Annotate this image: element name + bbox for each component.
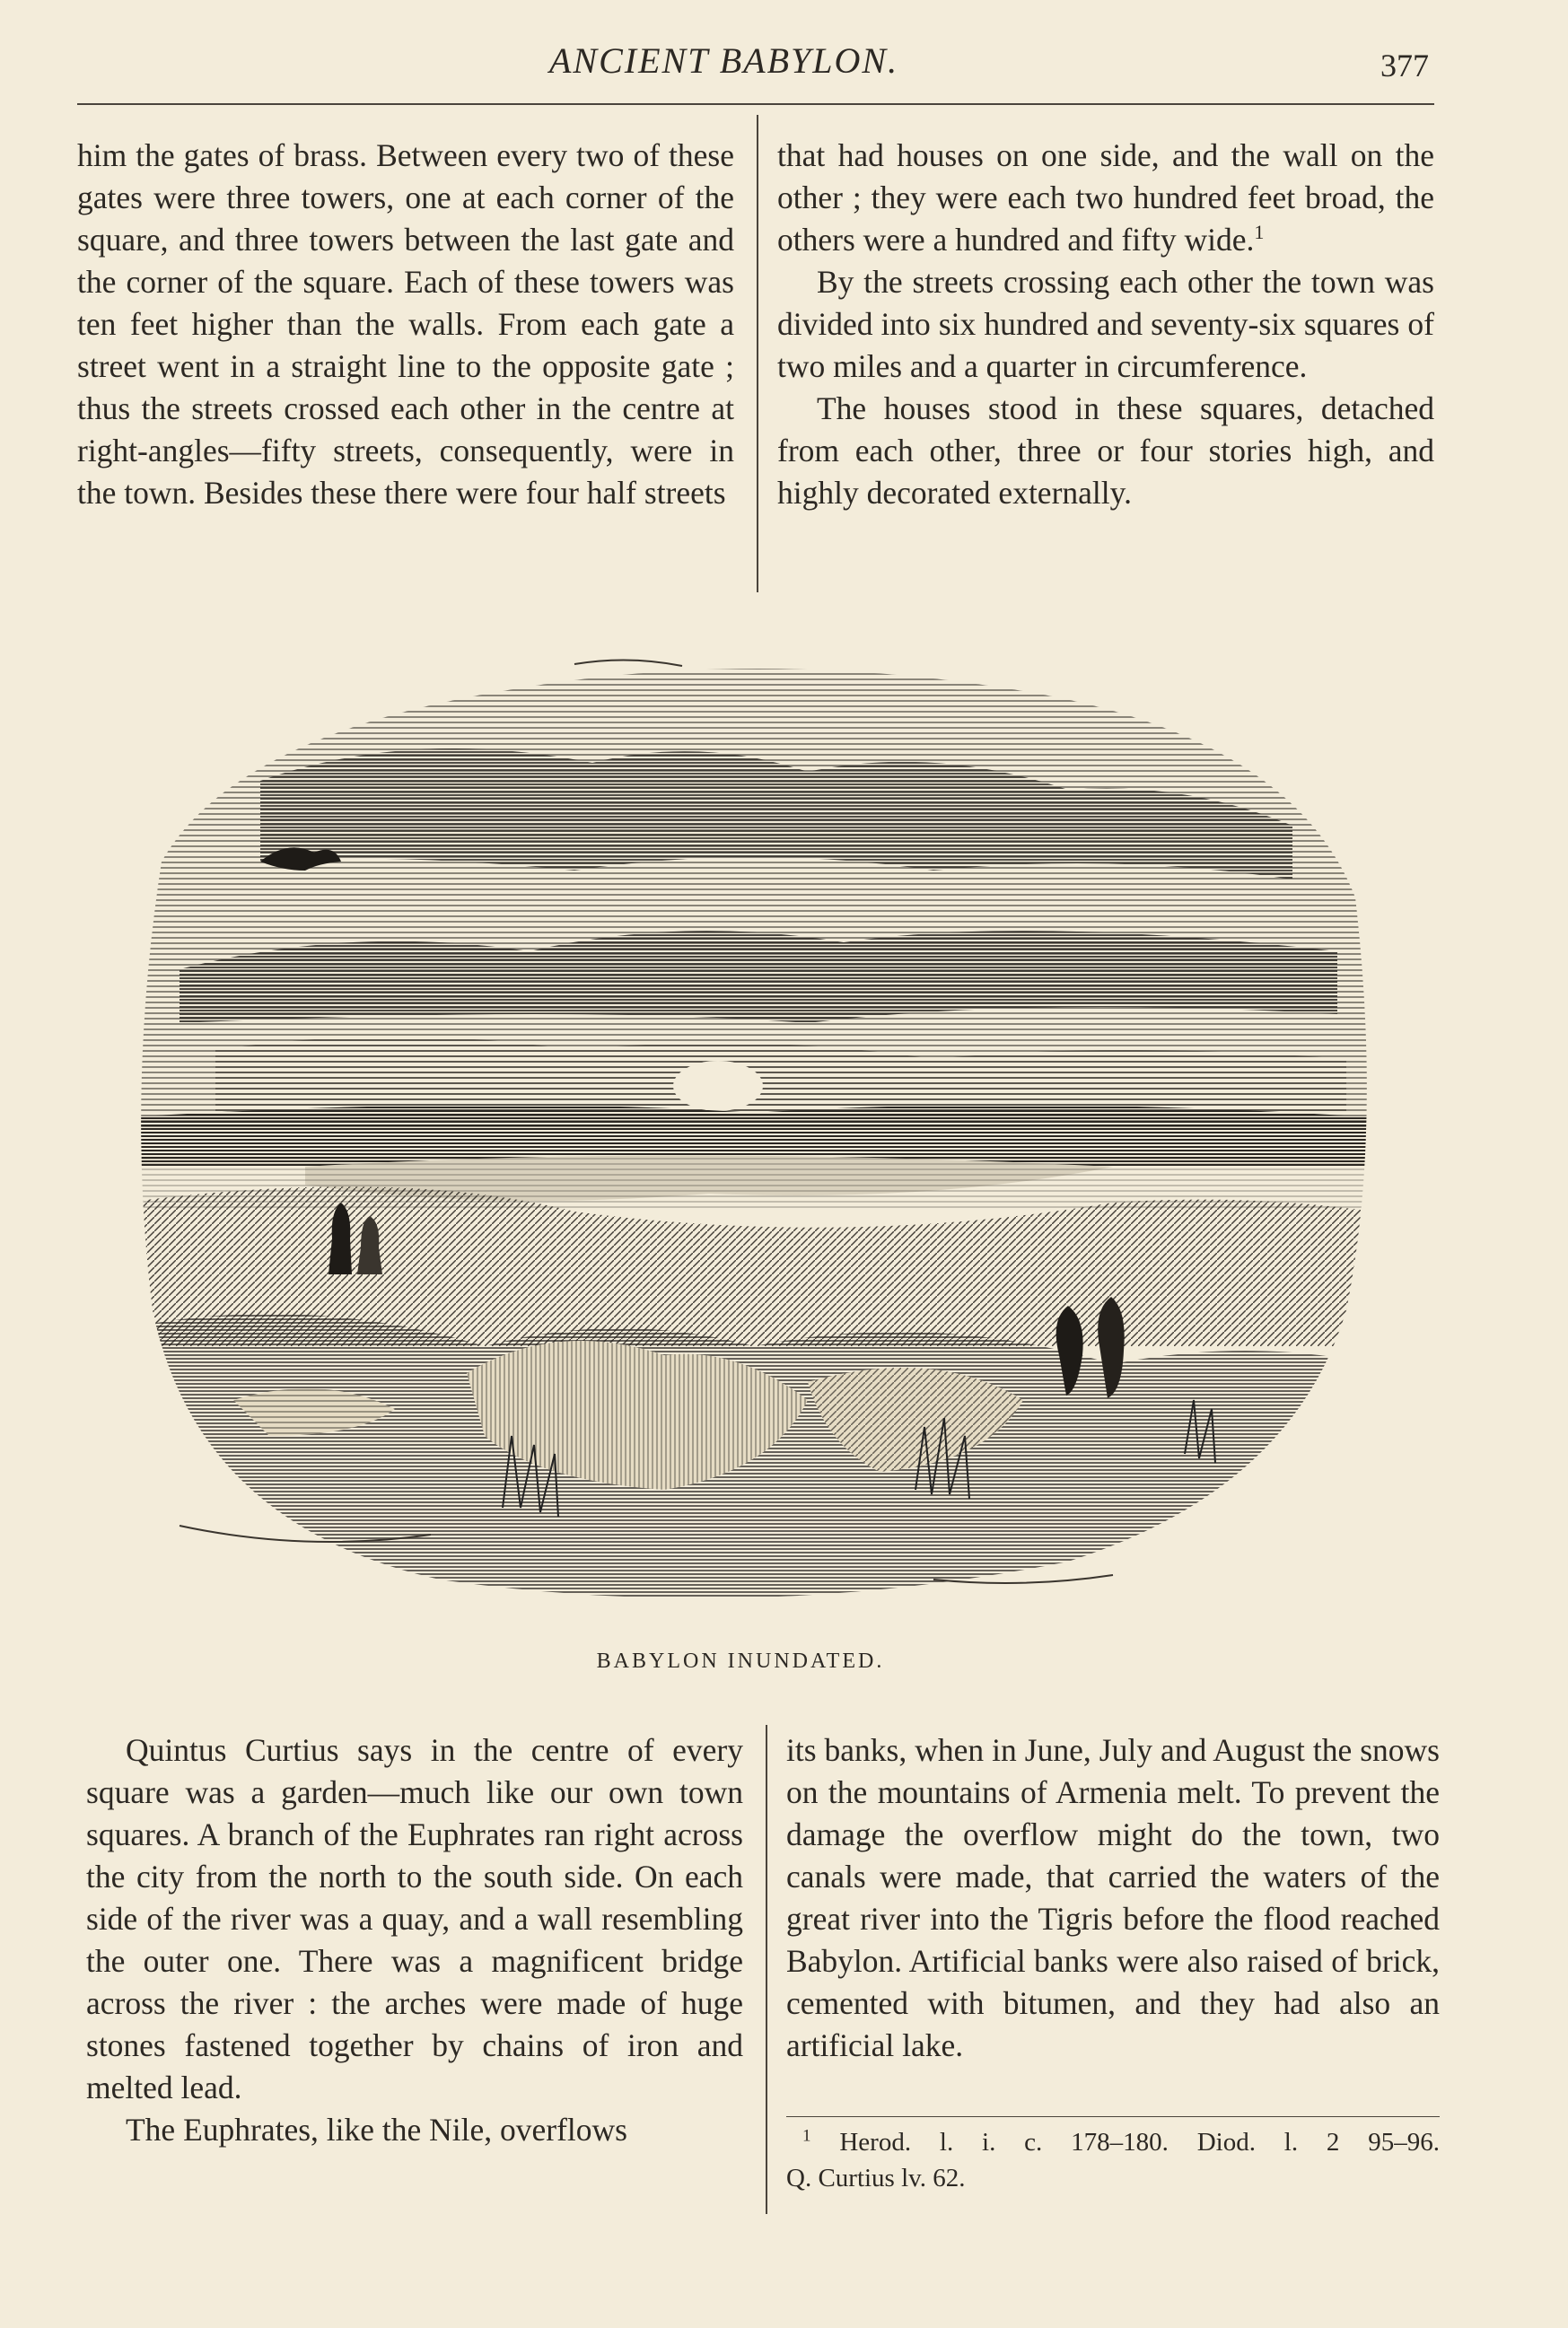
footnote-line [786,2124,1440,2160]
paragraph: its banks, when in June, July and August the snows on the mountains of Armenia melt. To prevent the damage the overflow might do the town, two canals were made, that carried the waters of the great river into the Tigris before the flood reached Babylon. Artificial banks were also raised of brick, cemented with bitumen, and they had also an artificial lake. [786,1732,1440,2063]
paragraph-text: that had houses on one side, and the wall on the other ; they were each two hundred feet broad, the others were a hundred and fifty wide. [777,137,1434,258]
paragraph: The Euphrates, like the Nile, overflows [126,2112,627,2148]
footnote-text: Herod. l. i. c. 178–180. Diod. l. 2 95–96. [839,2128,1441,2157]
header-rule [77,103,1434,105]
top-left-column [77,135,734,514]
footnote-reference: 1 [1254,221,1265,244]
bottom-left-column [86,1729,743,2151]
top-right-column [777,135,1434,514]
figure-caption: BABYLON INUNDATED. [596,1650,885,1673]
babylon-inundated-engraving [126,628,1373,1624]
paragraph: By the streets crossing each other the town was divided into six hundred and seventy-six squares of two miles and a quarter in circumference. [777,264,1434,384]
footnote-line: Q. Curtius lv. 62. [786,2164,966,2192]
footnote [786,2124,1440,2196]
bottom-right-column [786,1729,1440,2067]
paragraph: Quintus Curtius says in the centre of every square was a garden—much like our own town squares. A branch of the Euphrates ran right across the city from the north to the south side. On each side of the river was a quay, and a wall resembling the outer one. There was a magnificent bridge across the river : the arches were made of huge stones fastened together by chains of iron and melted lead. [86,1732,743,2105]
paragraph: him the gates of brass. Between every two of these gates were three towers, one at each corner of the square, and three towers between the last gate and the corner of the square. Each of these towers was ten feet higher than the walls. From each gate a street went in a straight line to the opposite gate ; thus the streets crossed each other in the centre at right-angles—fifty streets, consequently, were in the town. Besides these there were four half streets [77,137,734,511]
column-divider [766,1725,767,2214]
column-divider [757,115,758,592]
footnote-mark: 1 [802,2126,811,2146]
running-head: ANCIENT BABYLON. [549,40,899,81]
footnote-rule [786,2116,1440,2117]
paragraph [777,135,1434,261]
paragraph: The houses stood in these squares, detached from each other, three or four stories high, and highly decorated externally. [777,390,1434,511]
page-number: 377 [1380,48,1429,83]
